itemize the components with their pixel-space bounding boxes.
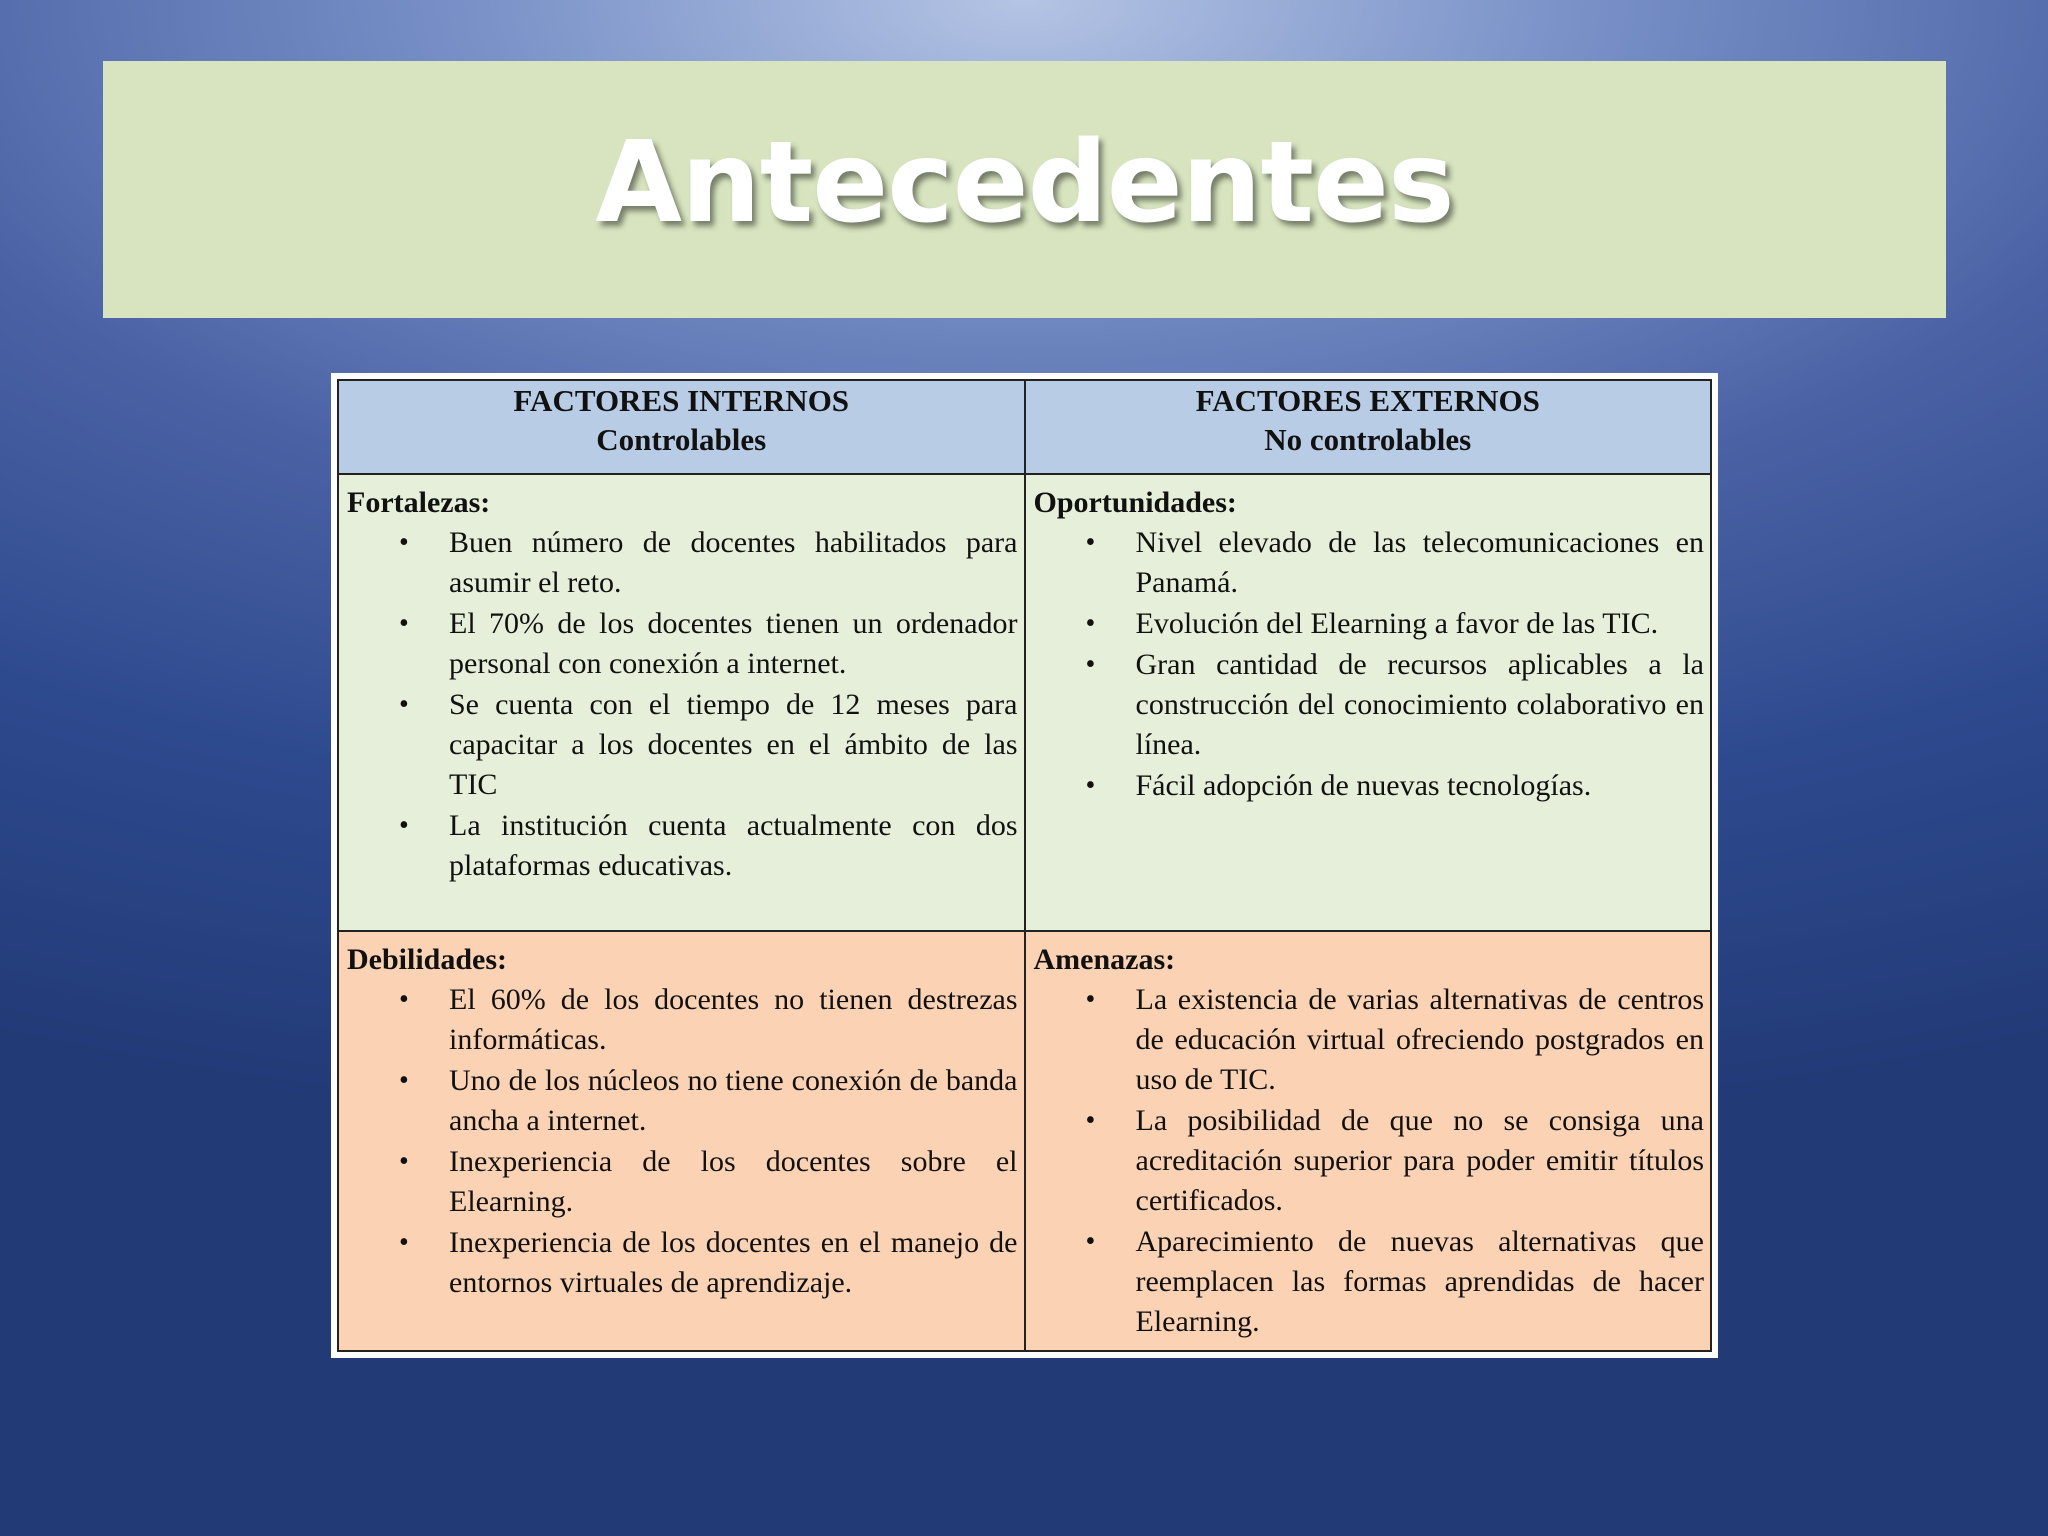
slide-title: Antecedentes <box>595 117 1454 248</box>
header-row <box>338 380 1711 474</box>
bullet-icon: • <box>1085 984 1096 1015</box>
title-banner <box>103 61 1946 318</box>
header-external-line1: FACTORES EXTERNOS <box>1195 383 1540 418</box>
bullet-icon: • <box>399 1065 409 1096</box>
list-item-text: Se cuenta con el tiempo de 12 meses para capacitar a los docentes en el ámbito de las TIC <box>449 688 1018 801</box>
amenazas-title: Amenazas: <box>1033 943 1176 976</box>
header-internal-line1: FACTORES INTERNOS <box>513 383 850 418</box>
list-item <box>1026 604 1711 644</box>
list-item <box>339 1142 1024 1222</box>
fortalezas-title: Fortalezas: <box>347 486 491 519</box>
bullet-icon: • <box>1085 770 1096 801</box>
list-item <box>339 980 1024 1060</box>
list-item <box>339 604 1024 684</box>
bullet-icon: • <box>1085 649 1096 680</box>
amenazas-list <box>1026 980 1711 1342</box>
list-item-text: La existencia de varias alternativas de centros de educación virtual ofreciendo postgrados en uso de TIC. <box>1135 983 1704 1096</box>
bullet-icon: • <box>399 1227 409 1258</box>
list-item-text: Evolución del Elearning a favor de las TIC. <box>1135 607 1659 640</box>
list-item <box>1026 523 1711 603</box>
header-internal-line2: Controlables <box>596 422 767 457</box>
header-external-line2: No controlables <box>1264 422 1472 457</box>
list-item <box>339 1223 1024 1303</box>
bullet-icon: • <box>1085 1105 1096 1136</box>
list-item-text: El 70% de los docentes tienen un ordenador personal con conexión a internet. <box>449 607 1018 680</box>
list-item <box>1026 645 1711 765</box>
bullet-icon: • <box>399 689 409 720</box>
debilidades-list <box>339 980 1024 1303</box>
list-item-text: Inexperiencia de los docentes en el manejo de entornos virtuales de aprendizaje. <box>449 1226 1018 1299</box>
debilidades-title: Debilidades: <box>347 943 508 976</box>
cell-amenazas <box>1025 931 1712 1351</box>
list-item <box>339 1061 1024 1141</box>
cell-oportunidades <box>1025 474 1712 931</box>
bullet-icon: • <box>399 984 409 1015</box>
list-item-text: Gran cantidad de recursos aplicables a la construcción del conocimiento colaborativo en línea. <box>1135 648 1704 761</box>
swot-table <box>337 379 1712 1352</box>
list-item-text: La posibilidad de que no se consiga una acreditación superior para poder emitir títulos certificados. <box>1135 1104 1704 1217</box>
swot-table-frame <box>331 373 1718 1358</box>
list-item-text: Inexperiencia de los docentes sobre el Elearning. <box>449 1145 1018 1218</box>
list-item <box>1026 766 1711 806</box>
row-strengths-opportunities <box>338 474 1711 931</box>
list-item-text: La institución cuenta actualmente con dos plataformas educativas. <box>449 809 1018 882</box>
bullet-icon: • <box>399 608 409 639</box>
list-item <box>339 523 1024 603</box>
list-item <box>1026 1222 1711 1342</box>
list-item-text: Uno de los núcleos no tiene conexión de banda ancha a internet. <box>449 1064 1018 1137</box>
header-internal <box>338 380 1025 474</box>
list-item <box>1026 980 1711 1100</box>
oportunidades-list <box>1026 523 1711 806</box>
bullet-icon: • <box>399 1146 409 1177</box>
list-item-text: Fácil adopción de nuevas tecnologías. <box>1135 769 1592 802</box>
bullet-icon: • <box>1085 1226 1096 1257</box>
bullet-icon: • <box>1085 608 1096 639</box>
row-weaknesses-threats <box>338 931 1711 1351</box>
oportunidades-title: Oportunidades: <box>1033 486 1237 519</box>
list-item <box>339 685 1024 805</box>
list-item-text: El 60% de los docentes no tienen destrezas informáticas. <box>449 983 1018 1056</box>
cell-fortalezas <box>338 474 1025 931</box>
bullet-icon: • <box>399 810 409 841</box>
list-item <box>1026 1101 1711 1221</box>
list-item-text: Nivel elevado de las telecomunicaciones en Panamá. <box>1135 526 1704 599</box>
bullet-icon: • <box>1085 527 1096 558</box>
bullet-icon: • <box>399 527 409 558</box>
list-item-text: Aparecimiento de nuevas alternativas que reemplacen las formas aprendidas de hacer Elearning. <box>1135 1225 1704 1338</box>
list-item <box>339 806 1024 886</box>
cell-debilidades <box>338 931 1025 1351</box>
fortalezas-list <box>339 523 1024 886</box>
header-external <box>1025 380 1712 474</box>
list-item-text: Buen número de docentes habilitados para asumir el reto. <box>449 526 1018 599</box>
